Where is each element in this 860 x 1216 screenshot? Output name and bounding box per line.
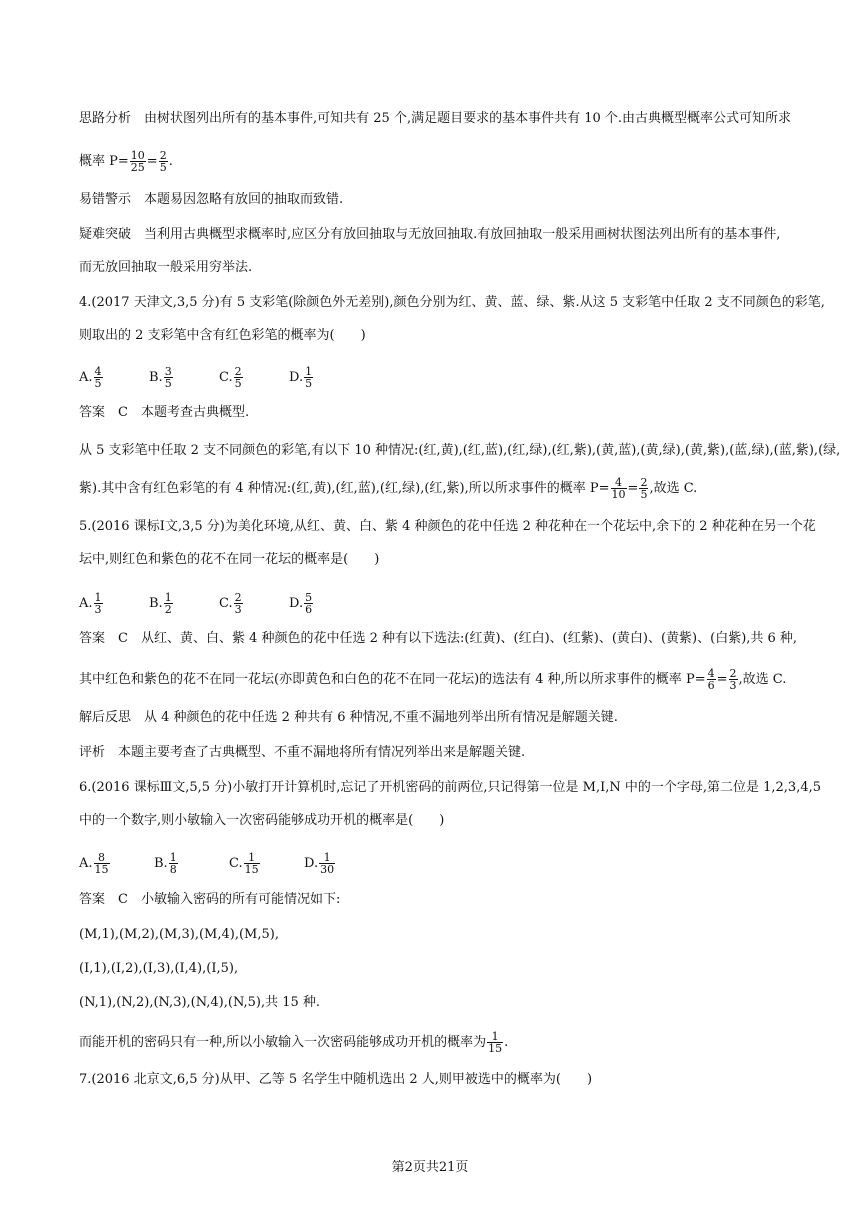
question-5-line-2: 坛中,则红色和紫色的花不在同一花坛的概率是( ) <box>79 552 380 567</box>
fraction <box>130 150 146 173</box>
question-5-options <box>79 592 359 615</box>
option-label: B. <box>149 370 163 385</box>
fraction-numerator: 3 <box>164 365 172 378</box>
option-choice <box>219 592 289 615</box>
question-4-line-2: 则取出的 2 支彩笔中含有红色彩笔的概率为( ) <box>79 328 366 343</box>
equals-sign: = <box>146 154 158 169</box>
analysis-line-2 <box>79 150 173 173</box>
option-choice <box>149 366 219 389</box>
question-4-answer: 答案 C 本题考查古典概型. <box>79 405 250 420</box>
option-fraction <box>304 366 313 389</box>
option-label: A. <box>79 856 93 871</box>
option-label: B. <box>149 596 163 611</box>
equals-sign: = <box>627 481 639 496</box>
difficulty-note-line-2: 而无放回抽取一般采用穷举法. <box>79 260 253 275</box>
fraction-numerator: 1 <box>164 591 172 604</box>
fraction-denominator: 15 <box>488 1042 503 1055</box>
option-choice <box>79 592 149 615</box>
fraction <box>639 477 648 500</box>
option-fraction <box>234 592 243 615</box>
option-label: C. <box>219 596 233 611</box>
option-label: D. <box>289 370 304 385</box>
reflection-note: 解后反思 从 4 种颜色的花中任选 2 种共有 6 种情况,不重不漏地列举出所有情况是解题关键. <box>79 710 618 725</box>
option-fraction <box>319 852 335 875</box>
fraction <box>159 150 168 173</box>
option-choice <box>219 366 289 389</box>
option-label: A. <box>79 370 93 385</box>
option-fraction <box>164 366 173 389</box>
option-choice <box>79 366 149 389</box>
option-fraction <box>169 852 178 875</box>
text-segment: ,故选 C. <box>738 672 787 687</box>
text-segment: ,故选 C. <box>649 481 698 496</box>
fraction-numerator: 8 <box>94 852 110 864</box>
fraction <box>729 668 738 691</box>
warning-note: 易错警示 本题易因忽略有放回的抽取而致错. <box>79 192 344 207</box>
enumeration-row-i: (I,1),(I,2),(I,3),(I,4),(I,5), <box>79 961 239 976</box>
option-label: C. <box>219 370 233 385</box>
option-label: D. <box>304 856 319 871</box>
option-fraction <box>244 852 260 875</box>
fraction-numerator: 2 <box>234 365 242 378</box>
option-fraction <box>94 366 103 389</box>
fraction-denominator: 25 <box>130 161 145 174</box>
fraction-denominator: 15 <box>244 863 259 876</box>
comment-note: 评析 本题主要考查了古典概型、不重不漏地将所有情况列举出来是解题关键. <box>79 745 526 760</box>
text-segment: 概率 P= <box>79 154 129 169</box>
question-7-line-1: 7.(2016 北京文,6,5 分)从甲、乙等 5 名学生中随机选出 2 人,则甲被选中的概率为( ) <box>79 1072 593 1087</box>
fraction-denominator: 30 <box>320 863 335 876</box>
option-fraction <box>164 592 173 615</box>
fraction-denominator: 8 <box>169 863 177 876</box>
option-choice <box>229 852 304 875</box>
text-segment: 紫).其中含有红色彩笔的有 4 种情况:(红,黄),(红,蓝),(红,绿),(红,紫),所以所求事件的概率 P= <box>79 481 610 496</box>
option-choice <box>304 852 379 875</box>
question-5-line-1: 5.(2016 课标Ⅰ文,3,5 分)为美化环境,从红、黄、白、紫 4 种颜色的花中任选 2 种花种在一个花坛中,余下的 2 种花种在另一个花 <box>79 519 816 534</box>
option-fraction <box>234 366 243 389</box>
fraction-numerator: 2 <box>640 476 648 489</box>
fraction-numerator: 1 <box>319 852 335 864</box>
fraction-denominator: 5 <box>94 377 102 390</box>
enumeration-row-n: (N,1),(N,2),(N,3),(N,4),(N,5),共 15 种. <box>79 995 321 1010</box>
fraction-denominator: 3 <box>234 603 242 616</box>
fraction-denominator: 6 <box>707 679 715 692</box>
option-label: C. <box>229 856 243 871</box>
difficulty-note-line-1: 疑难突破 当利用古典概型求概率时,应区分有放回抽取与无放回抽取.有放回抽取一般采用画树状图法列出所有的基本事件, <box>79 227 781 242</box>
fraction-numerator: 1 <box>487 1031 503 1043</box>
question-4-solution-line-2 <box>79 477 697 500</box>
fraction-denominator: 5 <box>234 377 242 390</box>
fraction <box>611 477 627 500</box>
fraction-denominator: 5 <box>159 161 167 174</box>
option-choice <box>289 592 359 615</box>
question-4-solution-line-1: 从 5 支彩笔中任取 2 支不同颜色的彩笔,有以下 10 种情况:(红,黄),(红,蓝),(红,绿),(红,紫),(黄,蓝),(黄,绿),(黄,紫),(蓝,绿),(蓝,紫),(绿, <box>79 443 841 458</box>
option-choice <box>149 592 219 615</box>
fraction-numerator: 4 <box>94 365 102 378</box>
fraction-numerator: 4 <box>611 477 627 489</box>
fraction-numerator: 2 <box>159 149 167 162</box>
question-6-conclusion <box>79 1031 508 1054</box>
fraction-numerator: 1 <box>94 591 102 604</box>
fraction-denominator: 6 <box>305 603 313 616</box>
option-fraction <box>94 592 103 615</box>
question-4-line-1: 4.(2017 天津文,3,5 分)有 5 支彩笔(除颜色外无差别),颜色分别为红、黄、蓝、绿、紫.从这 5 支彩笔中任取 2 支不同颜色的彩笔, <box>79 295 825 310</box>
text-segment: 其中红色和紫色的花不在同一花坛(亦即黄色和白色的花不在同一花坛)的选法有 4 种,所以所求事件的概率 P= <box>79 672 706 687</box>
fraction-numerator: 2 <box>234 591 242 604</box>
fraction-numerator: 1 <box>169 851 177 864</box>
fraction-denominator: 3 <box>729 679 737 692</box>
option-choice <box>79 852 154 875</box>
option-label: B. <box>154 856 168 871</box>
fraction-numerator: 5 <box>305 591 313 604</box>
option-label: D. <box>289 596 304 611</box>
fraction-numerator: 1 <box>305 365 313 378</box>
fraction-denominator: 10 <box>611 488 626 501</box>
fraction-numerator: 10 <box>130 149 145 162</box>
fraction-numerator: 2 <box>729 667 737 680</box>
question-4-options <box>79 366 359 389</box>
fraction-denominator: 15 <box>94 863 109 876</box>
option-fraction <box>304 592 313 615</box>
text-segment: . <box>504 1035 509 1050</box>
fraction-denominator: 5 <box>305 377 313 390</box>
fraction-denominator: 5 <box>164 377 172 390</box>
equals-sign: = <box>716 672 728 687</box>
question-5-answer-line-1: 答案 C 从红、黄、白、紫 4 种颜色的花中任选 2 种有以下选法:(红黄)、(红白)、(红紫)、(黄白)、(黄紫)、(白紫),共 6 种, <box>79 631 798 646</box>
fraction-denominator: 2 <box>164 603 172 616</box>
enumeration-row-m: (M,1),(M,2),(M,3),(M,4),(M,5), <box>79 927 279 942</box>
option-choice <box>289 366 359 389</box>
text-segment: 而能开机的密码只有一种,所以小敏输入一次密码能够成功开机的概率为 <box>79 1035 487 1050</box>
fraction <box>487 1031 503 1054</box>
question-6-options <box>79 852 379 875</box>
question-6-line-2: 中的一个数字,则小敏输入一次密码能够成功开机的概率是( ) <box>79 813 445 828</box>
fraction-numerator: 4 <box>707 667 715 680</box>
analysis-line-1: 思路分析 由树状图列出所有的基本事件,可知共有 25 个,满足题目要求的基本事件共有 10 个.由古典概型概率公式可知所求 <box>79 111 792 126</box>
option-fraction <box>94 852 110 875</box>
page-footer: 第2页共21页 <box>391 1160 469 1175</box>
option-label: A. <box>79 596 93 611</box>
fraction-denominator: 3 <box>94 603 102 616</box>
fraction <box>707 668 716 691</box>
fraction-denominator: 5 <box>640 488 648 501</box>
option-choice <box>154 852 229 875</box>
question-5-answer-line-2 <box>79 668 786 691</box>
text-segment: . <box>168 154 173 169</box>
question-6-answer: 答案 C 小敏输入密码的所有可能情况如下: <box>79 892 341 907</box>
question-6-line-1: 6.(2016 课标Ⅲ文,5,5 分)小敏打开计算机时,忘记了开机密码的前两位,只记得第一位是 M,I,N 中的一个字母,第二位是 1,2,3,4,5 <box>79 780 822 795</box>
fraction-numerator: 1 <box>244 852 260 864</box>
